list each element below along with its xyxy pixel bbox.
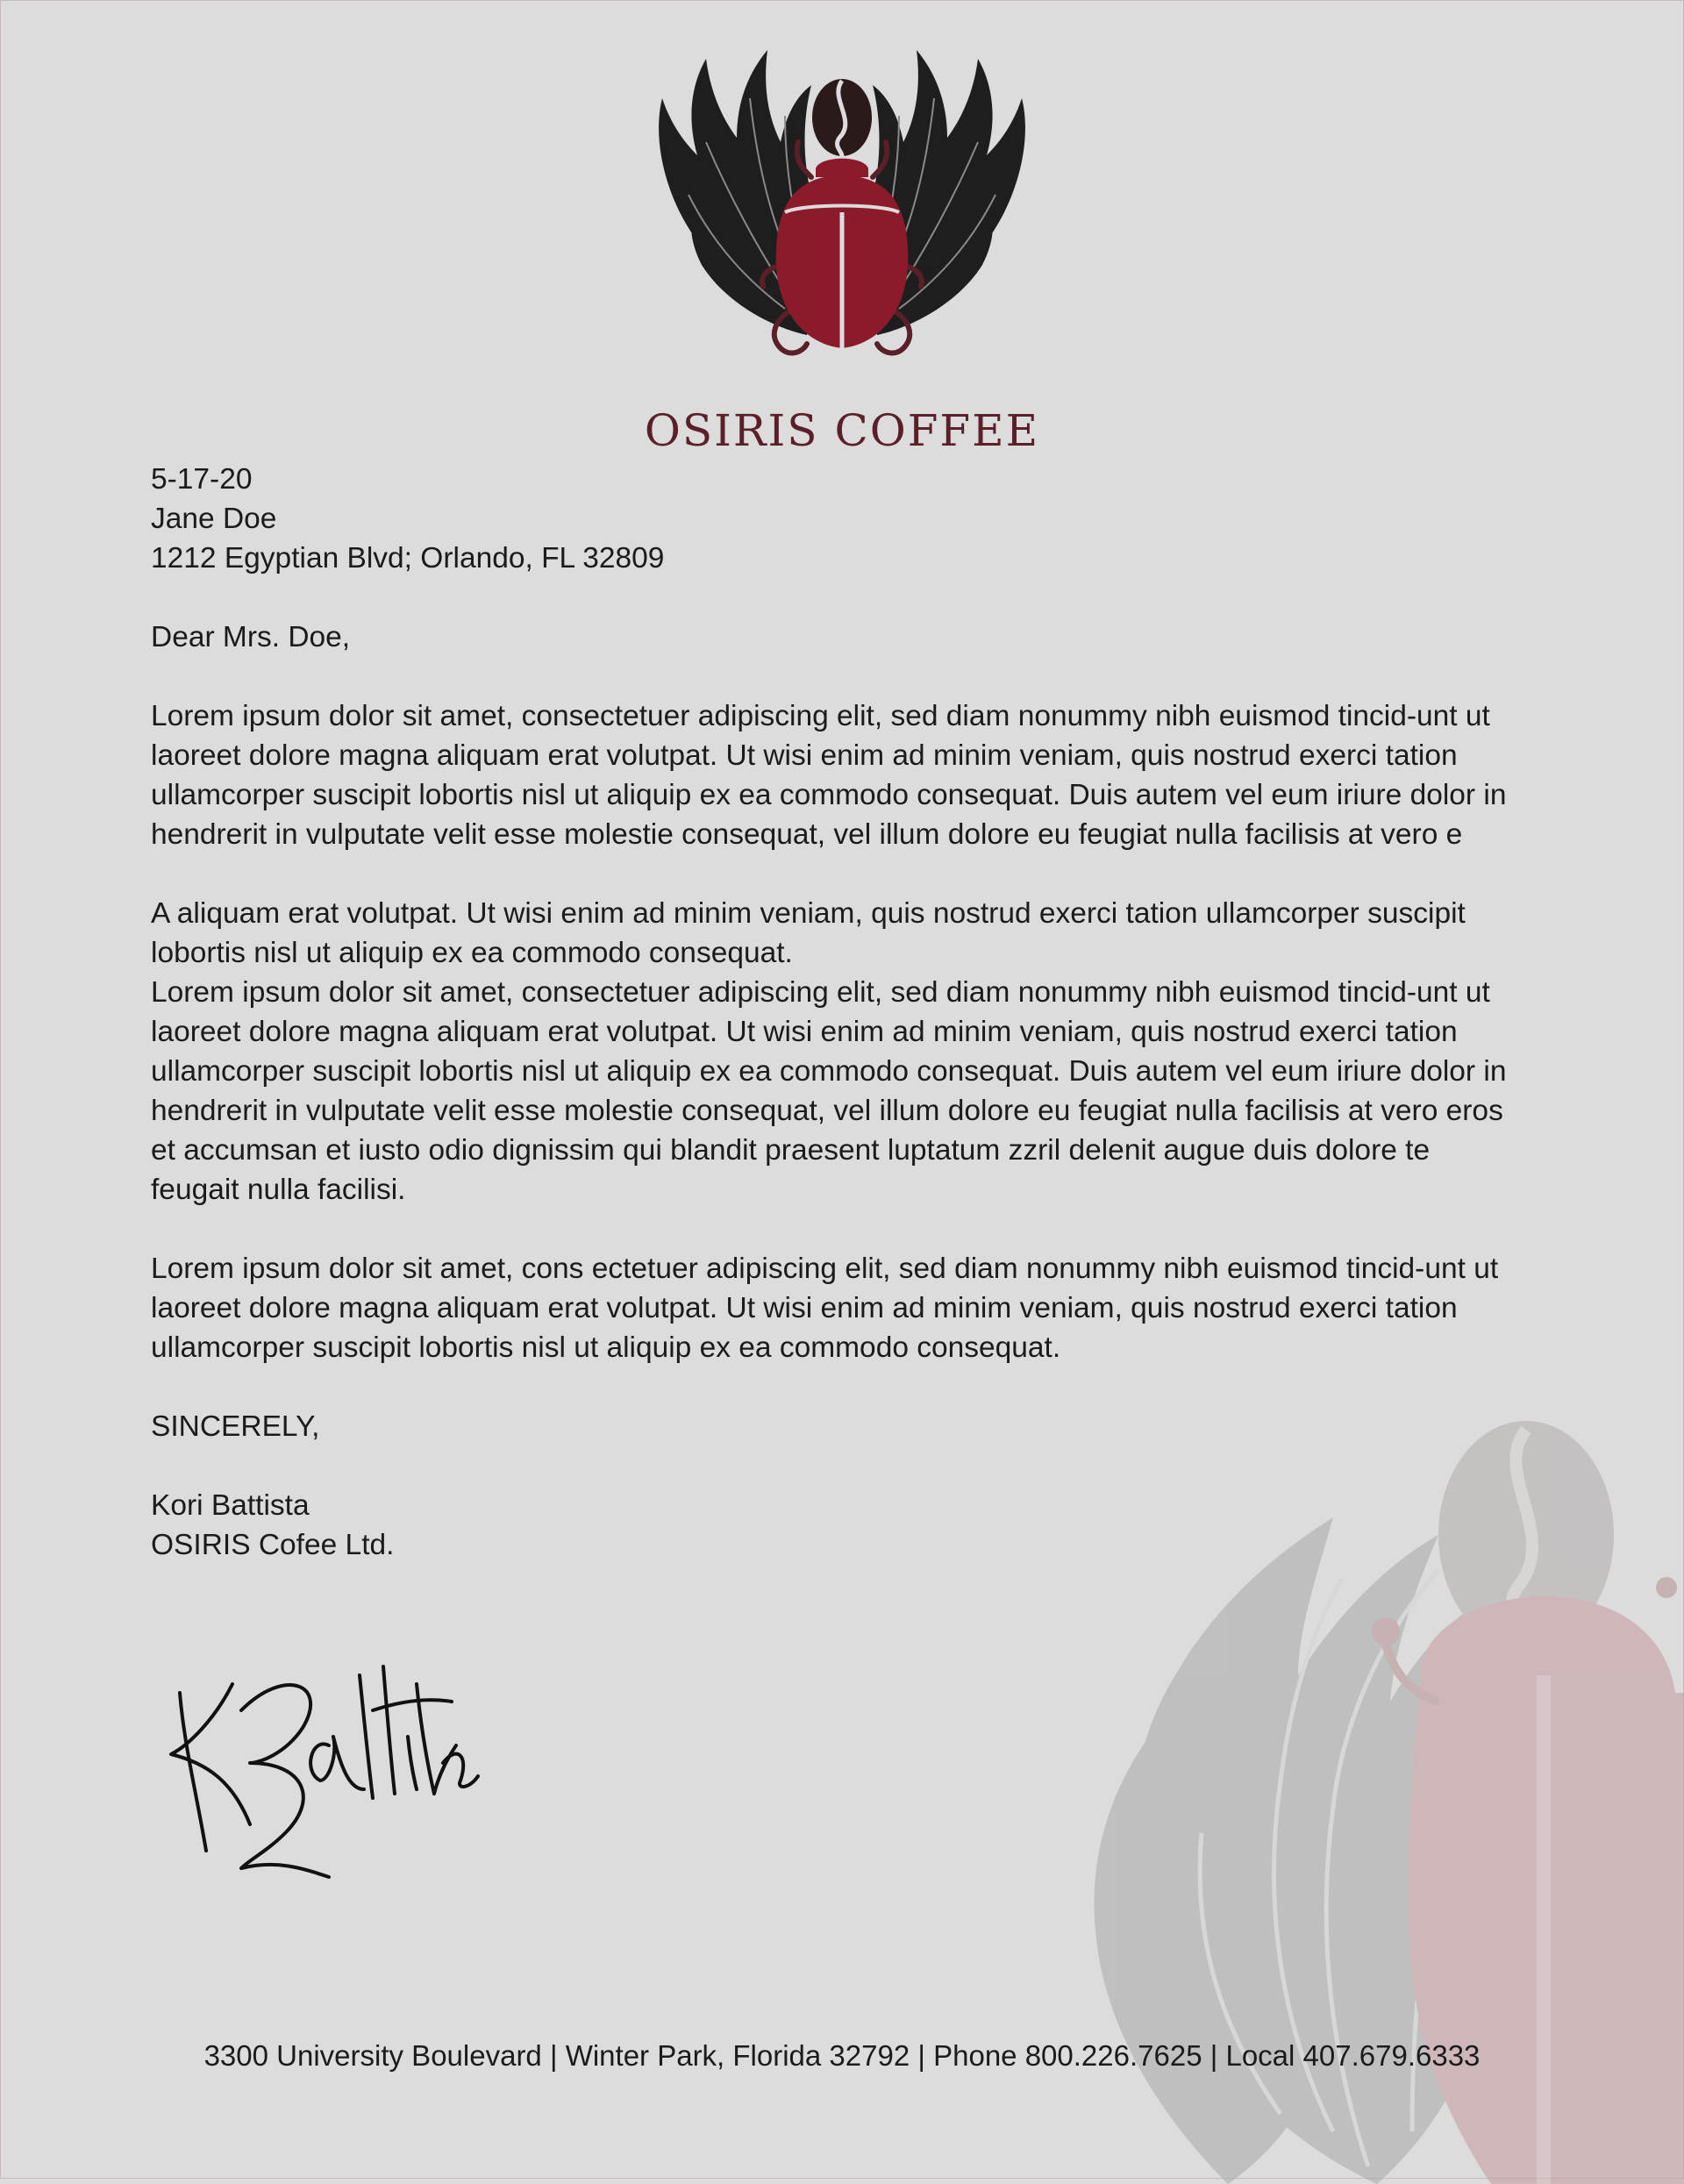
paragraph: Lorem ipsum dolor sit amet, consectetuer adipiscing elit, sed diam nonummy nibh euismod tincid-unt ut laoreet dolore magna aliquam erat volutpat. Ut wisi enim ad minim veniam, quis nostrud exerci tation ullamcorper suscipit lobortis nisl ut aliquip ex ea commodo consequat. Duis autem vel eum iriure dolor in hendrerit in vulputate velit esse molestie consequat, vel illum dolore eu feugiat nulla facilisis at vero e — [151, 700, 1507, 851]
signer-company: OSIRIS Cofee Ltd. — [151, 1529, 395, 1561]
paragraph: Lorem ipsum dolor sit amet, consectetuer adipiscing elit, sed diam nonummy nibh euismod tincid-unt ut laoreet dolore magna aliquam erat volutpat. Ut wisi enim ad minim veniam, quis nostrud exerci tation ullamcorper suscipit lobortis nisl ut aliquip ex ea commodo consequat. Duis autem vel eum iriure dolor in hendrerit in vulputate velit esse molestie consequat, vel illum dolore eu feugiat nulla facilisis at vero eros et accumsan et iusto odio dignissim qui blandit praesent luptatum zzril delenit augue duis dolore te feugait nulla facilisi. — [151, 976, 1507, 1206]
letter-body — [151, 460, 1519, 1565]
winged-scarab-logo-icon — [653, 46, 1031, 396]
footer-contact: 3300 University Boulevard | Winter Park, Florida 32792 | Phone 800.226.7625 | Local 407.679.6333 — [203, 2039, 1481, 2072]
paragraph: Lorem ipsum dolor sit amet, cons ectetuer adipiscing elit, sed diam nonummy nibh euismod tincid-unt ut laoreet dolore magna aliquam erat volutpat. Ut wisi enim ad minim veniam, quis nostrud exerci tation ullamcorper suscipit lobortis nisl ut aliquip ex ea commodo consequat. — [151, 1253, 1499, 1364]
recipient-name: Jane Doe — [151, 503, 277, 535]
signer-name: Kori Battista — [151, 1489, 310, 1522]
letter-date: 5-17-20 — [151, 463, 253, 496]
signature — [153, 1649, 487, 1903]
paragraph: A aliquam erat volutpat. Ut wisi enim ad minim veniam, quis nostrud exerci tation ullamcorper suscipit lobortis nisl ut aliquip ex ea commodo consequat. — [151, 897, 1466, 969]
recipient-address: 1212 Egyptian Blvd; Orlando, FL 32809 — [151, 542, 665, 575]
salutation: Dear Mrs. Doe, — [151, 621, 351, 653]
brand-name: OSIRIS COFFEE — [644, 405, 1040, 456]
closing: SINCERELY, — [151, 1410, 320, 1443]
